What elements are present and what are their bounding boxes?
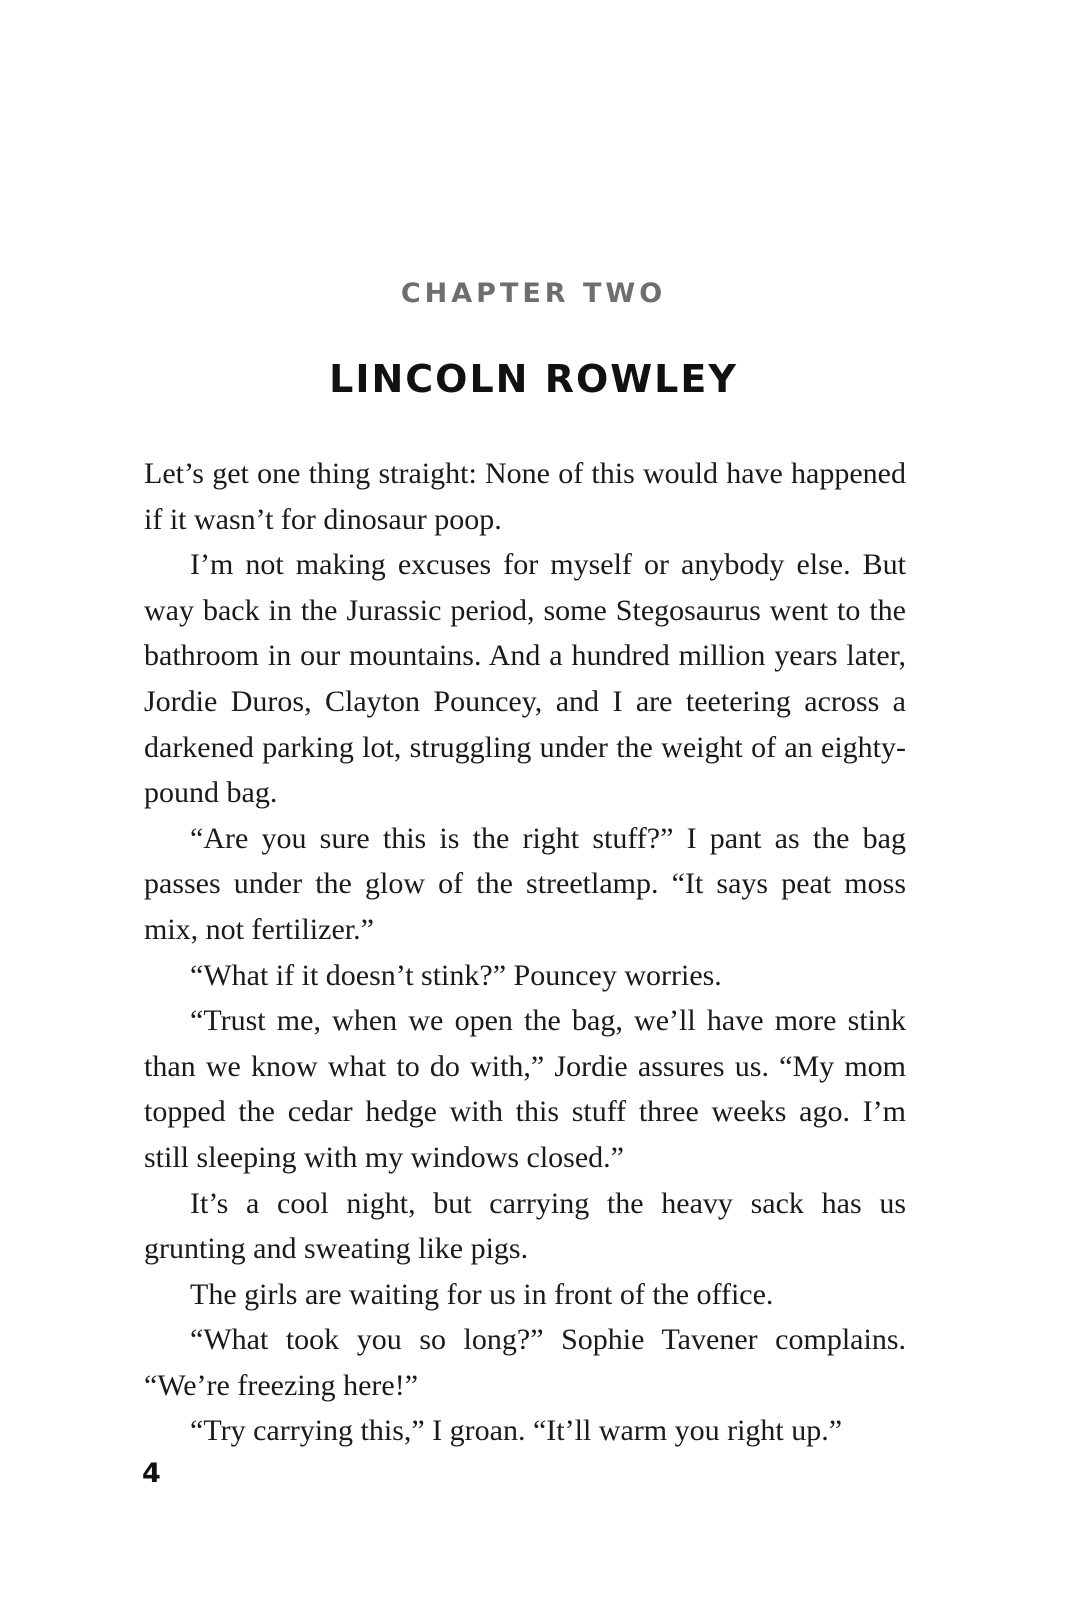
- paragraph: It’s a cool night, but carrying the heavy sack has us grunting and sweating like pigs.: [144, 1186, 906, 1266]
- page-number: 4: [142, 1458, 161, 1489]
- chapter-title: LINCOLN ROWLEY: [329, 357, 738, 401]
- chapter-body: [144, 451, 906, 1454]
- paragraph: Let’s get one thing straight: None of this would have happened if it wasn’t for dinosaur poop.: [144, 457, 906, 536]
- paragraph: “Are you sure this is the right stuff?” I pant as the bag passes under the glow of the streetlamp. “It says peat moss mix, not fertilizer.”: [144, 821, 906, 946]
- paragraph: “What if it doesn’t stink?” Pouncey worries.: [190, 958, 722, 992]
- paragraph: I’m not making excuses for myself or anybody else. But way back in the Jurassic period, some Stegosaurus went to the bathroom in our mountains. And a hundred million years later, Jordie Duros, Clayton Pouncey, and I are teetering across a darkened parking lot, struggling under the weight of an eighty-pound bag.: [144, 548, 906, 810]
- paragraph: “Try carrying this,” I groan. “It’ll warm you right up.”: [190, 1414, 843, 1448]
- paragraph: “Trust me, when we open the bag, we’ll have more stink than we know what to do with,” Jordie assures us. “My mom topped the cedar hedge with this stuff three weeks ago. I’m still sleeping with my windows closed.”: [144, 1004, 906, 1174]
- paragraph: The girls are waiting for us in front of the office.: [190, 1277, 774, 1311]
- chapter-label: CHAPTER TWO: [400, 278, 667, 309]
- paragraph: “What took you so long?” Sophie Tavener complains. “We’re freezing here!”: [144, 1323, 906, 1402]
